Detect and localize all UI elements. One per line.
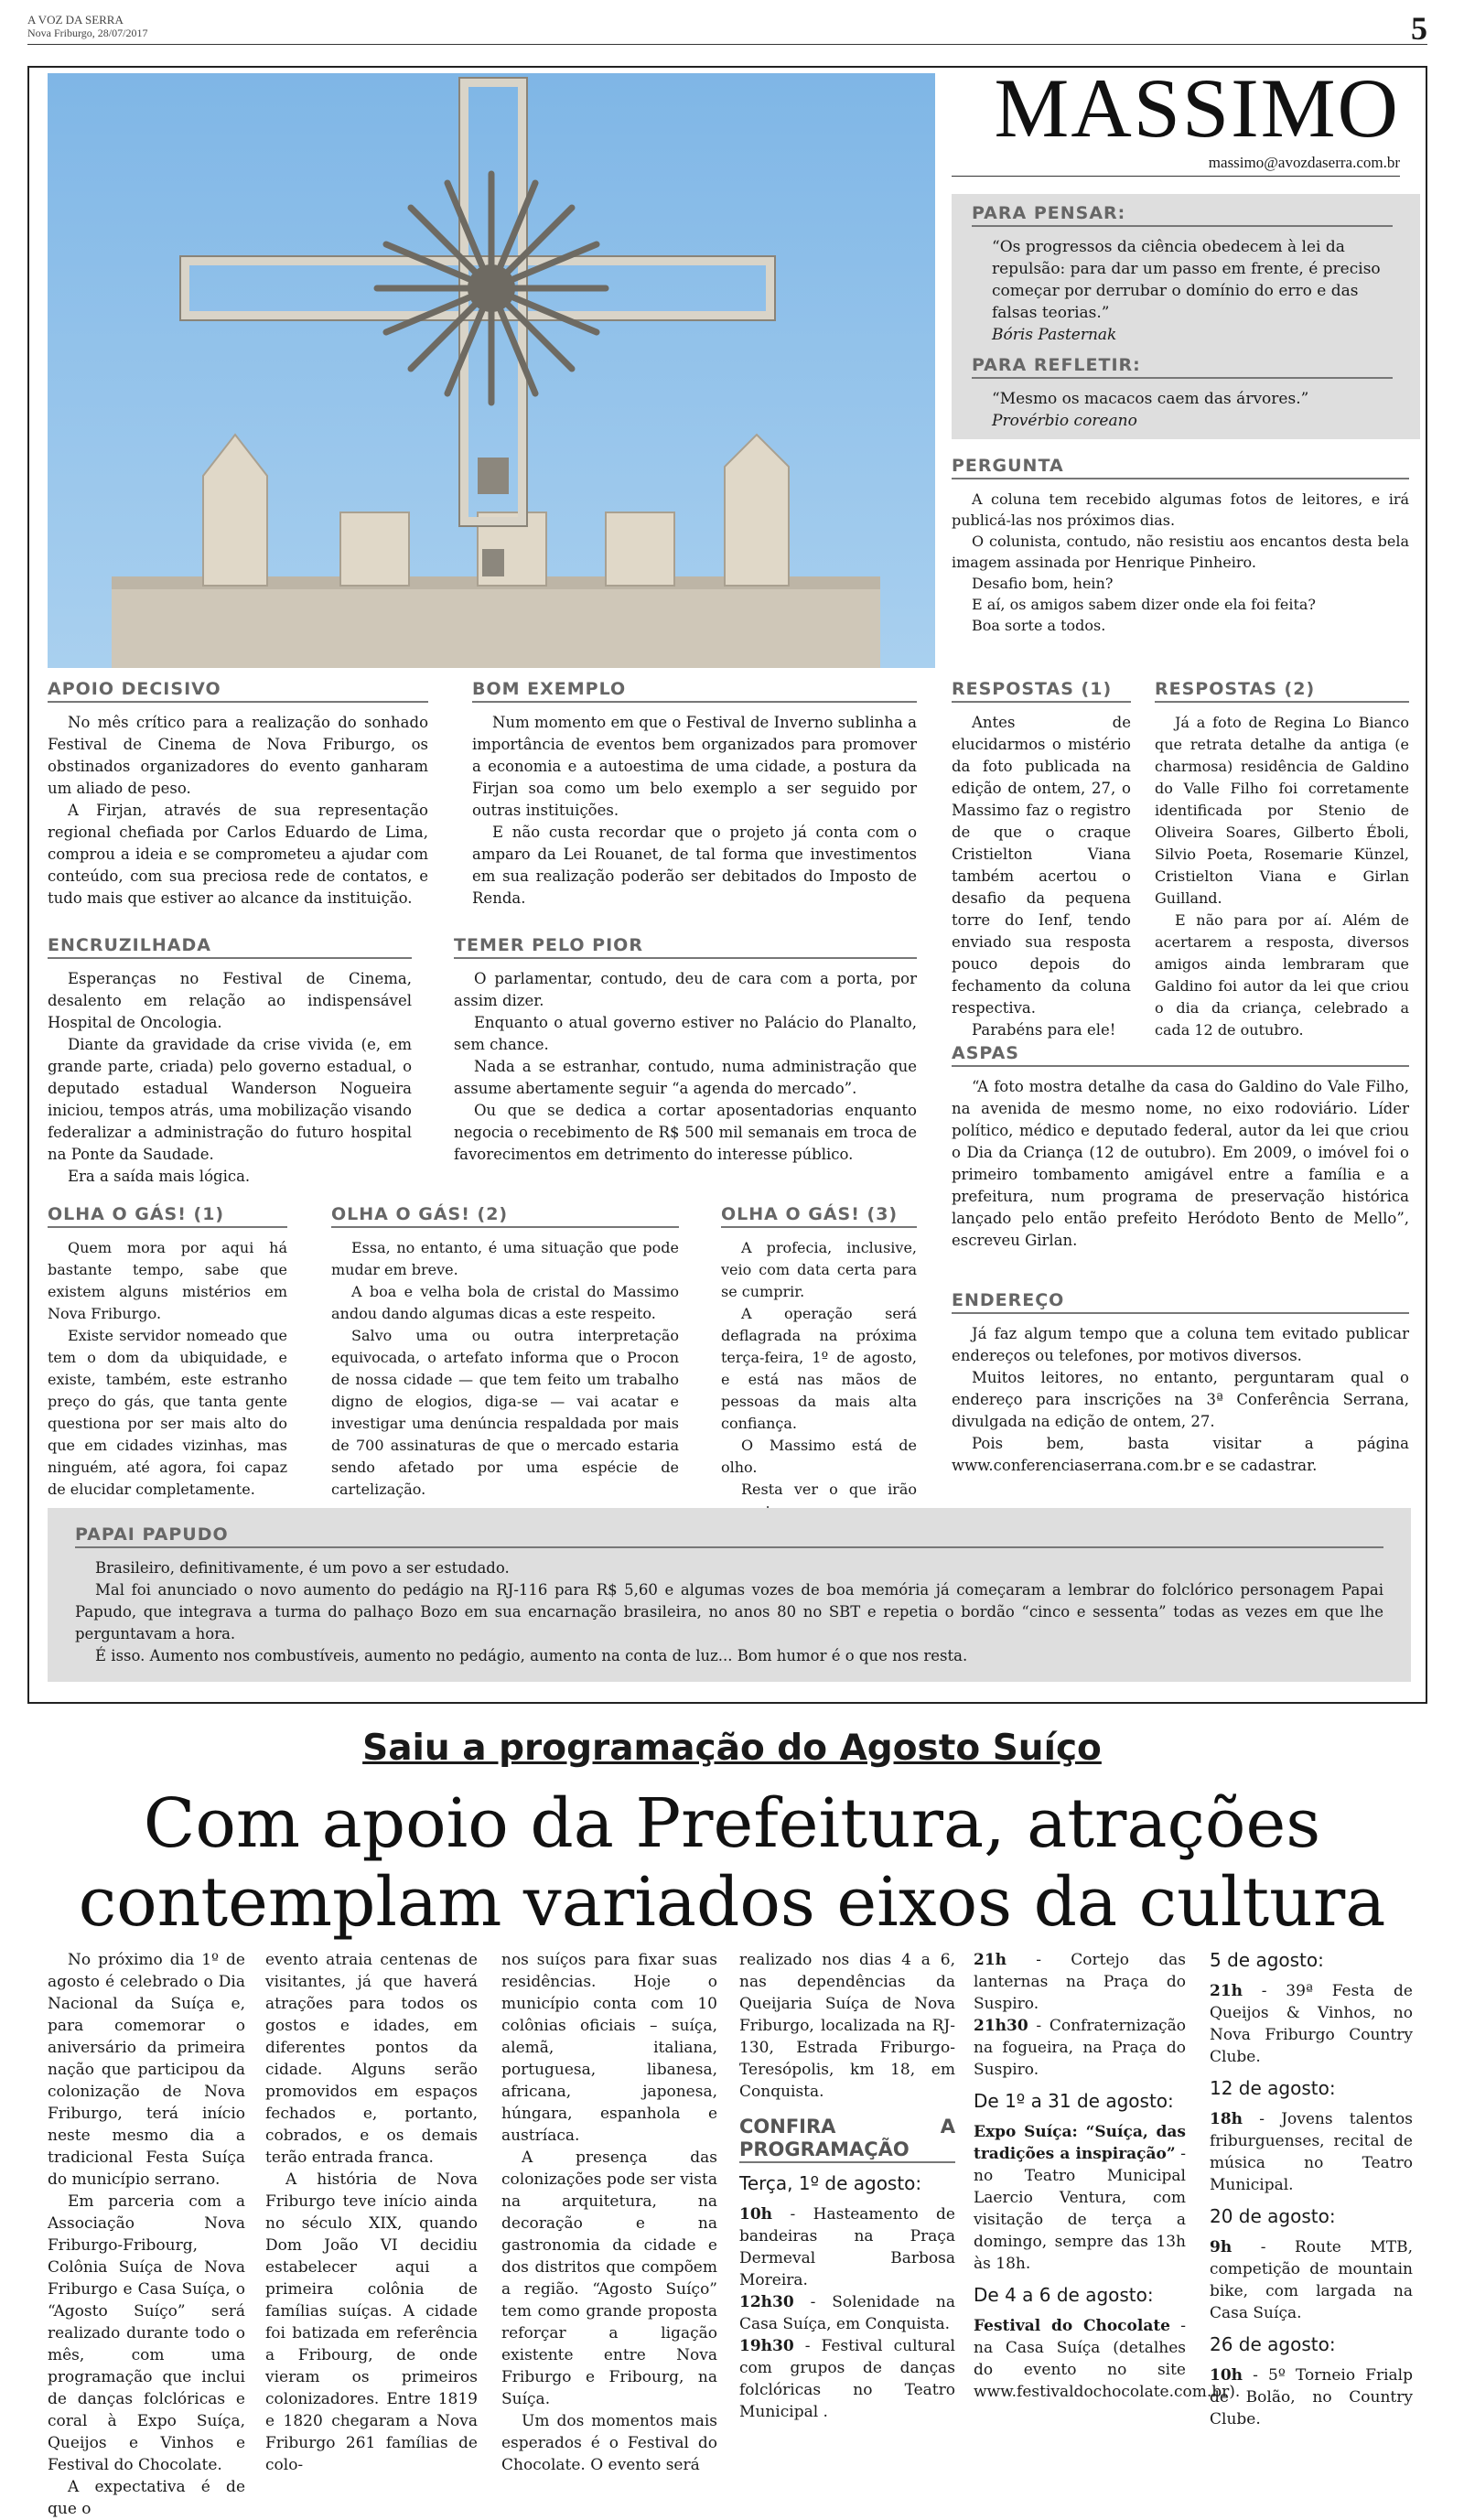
gas-3-paragraph: A operação será deflagrada na próxima terça-feira, 1º de agosto, e está nas mãos de pessoas da mais alta confiança. [721, 1305, 917, 1432]
apoio-paragraph: A Firjan, através de sua representação regional chefiada por Carlos Eduardo de Lima, comprou a ideia e se comprometeu a ajudar com conteúdo, com sua preciosa rede de contatos, e tudo mais que estiver ao alcance da instituição. [48, 802, 428, 907]
respostas-1-body [952, 712, 1131, 1041]
event-desc: - Confraternização na fogueira, na Praça do Suspiro. [974, 2017, 1186, 2079]
para-pensar-section [972, 203, 1393, 432]
event-desc: - Festival cultural com grupos de danças folclóricas no Teatro Municipal . [739, 2337, 955, 2421]
encruzilhada-title: ENCRUZILHADA [48, 935, 412, 959]
pergunta-paragraph: O colunista, contudo, não resistiu aos encantos desta bela imagem assinada por Henrique Pinheiro. [952, 533, 1409, 571]
temer-paragraph: Enquanto o atual governo estiver no Palácio do Planalto, sem chance. [454, 1014, 917, 1053]
article-paragraph: Um dos momentos mais esperados é o Festival do Chocolate. O evento será [501, 2412, 717, 2474]
respostas-2-section [1155, 679, 1409, 1041]
column-masthead [952, 62, 1400, 177]
header-rule [27, 44, 1427, 45]
gas-3-paragraph: Resta ver o que irão [741, 1481, 917, 1498]
headline-line-2: contemplam variados eixos da cultura [78, 1863, 1386, 1942]
event-time: 21h [974, 1951, 1007, 1969]
respostas-2-body [1155, 712, 1409, 1041]
respostas-1-paragraph: Antes de elucidarmos o mistério da foto publicada na edição de ontem, 27, o Massimo faz o registro de que o craque Cristielton Viana também acertou o desafio da pequena torre do Ienf, tendo enviado sua resposta pouco depois do fechamento da coluna respectiva. [952, 714, 1131, 1017]
article-column-3 [501, 1949, 717, 2476]
endereco-paragraph: Já faz algum tempo que a coluna tem evitado publicar endereços ou telefones, por motivos diversos. [952, 1325, 1409, 1364]
gas-2-section [331, 1204, 679, 1501]
gas-2-body [331, 1237, 679, 1501]
respostas-1-title: RESPOSTAS (1) [952, 679, 1131, 703]
event-time: 10h [1210, 2366, 1243, 2385]
encruzilhada-paragraph: Esperanças no Festival de Cinema, desalento em relação ao indispensável Hospital de Oncologia. [48, 970, 412, 1031]
encruzilhada-section [48, 935, 412, 1188]
gas-2-paragraph: Essa, no entanto, é uma situação que pode mudar em breve. [331, 1239, 679, 1278]
bom-exemplo-body [472, 712, 917, 910]
date-heading: 12 de agosto: [1210, 2077, 1336, 2099]
column-name: MASSIMO [994, 61, 1400, 155]
pergunta-title: PERGUNTA [952, 456, 1409, 479]
encruzilhada-body [48, 968, 412, 1188]
article-column-4 [739, 1949, 955, 2423]
gas-3-section [721, 1204, 917, 1523]
aspas-body [952, 1076, 1409, 1252]
event-item [1210, 1980, 1413, 2068]
article-paragraph: nos suíços para fixar suas residências. Hoje o município conta com 10 colônias oficiais – suíça, alemã, italiana, portuguesa, libanesa, africana, japonesa, húngara, espanhola e austríaca. [501, 1951, 717, 2145]
event-item [974, 2015, 1186, 2081]
event-item [1210, 2364, 1413, 2430]
aspas-title: ASPAS [952, 1043, 1409, 1067]
date-heading: Terça, 1º de agosto: [739, 2172, 922, 2194]
event-desc: - Cortejo das lanternas na Praça do Suspiro. [974, 1951, 1186, 2013]
event-time: 10h [739, 2205, 773, 2224]
gas-2-paragraph: Salvo uma ou outra interpretação equivocada, o artefato informa que o Procon de nossa cidade — que tem feito um trabalho digno de elogios, diga-se — vai acatar e investigar uma denúncia respaldada por mais de 700 assinaturas de que o mercado estaria sendo afetado por uma espécie de cartelização. [331, 1327, 679, 1498]
event-desc: - Hasteamento de bandeiras na Praça Dermeval Barbosa Moreira. [739, 2205, 955, 2289]
encruzilhada-paragraph: Era a saída mais lógica. [68, 1168, 251, 1185]
respostas-1-section [952, 679, 1131, 1041]
event-desc: - 39ª Festa de Queijos & Vinhos, no Nova Friburgo Country Clube. [1210, 1982, 1413, 2066]
endereco-section [952, 1290, 1409, 1477]
cross-tower-image [48, 73, 935, 668]
pergunta-paragraph: A coluna tem recebido algumas fotos de leitores, e irá publicá-las nos próximos dias. [952, 490, 1409, 529]
article-kicker: Saiu a programação do Agosto Suíço [362, 1728, 1102, 1769]
article-paragraph: A história de Nova Friburgo teve início ainda no século XIX, quando Dom João VI decidiu estabelecer aqui a primeira colônia de famílias suíças. A cidade foi batizada em referência a Fribourg, de onde vieram os primeiros colonizadores. Entre 1819 e 1820 chegaram a Nova Friburgo 261 famílias de colo- [265, 2170, 478, 2474]
gas-3-paragraph: A profecia, inclusive, veio com data certa para se cumprir. [721, 1239, 917, 1300]
event-item [739, 2335, 955, 2423]
papai-papudo-section [75, 1524, 1383, 1667]
confira-programacao-title: CONFIRA A PROGRAMAÇÃO [739, 2116, 955, 2163]
papai-paragraph: É isso. Aumento nos combustíveis, aumento no pedágio, aumento na conta de luz... Bom humor é o que nos resta. [95, 1647, 968, 1664]
article-column-2 [265, 1949, 478, 2476]
bom-exemplo-paragraph: Num momento em que o Festival de Inverno sublinha a importância de eventos bem organizados para promover a economia e a autoestima de uma cidade, a postura da Firjan soa como um belo exemplo a ser seguido por outras instituições. [472, 714, 917, 819]
event-item [1210, 2108, 1413, 2196]
endereco-title: ENDEREÇO [952, 1290, 1409, 1314]
respostas-1-paragraph: Parabéns para ele! [972, 1021, 1116, 1039]
para-refletir-title: PARA REFLETIR: [972, 355, 1393, 379]
event-time: 21h [1210, 1982, 1243, 2000]
temer-title: TEMER PELO PIOR [454, 935, 917, 959]
encruzilhada-paragraph: Diante da gravidade da crise vivida (e, em grande parte, criada) pelo governo estadual, o deputado estadual Wanderson Nogueira iniciou, tempos atrás, uma mobilização visando federalizar a administração do futuro hospital na Ponte da Saudade. [48, 1036, 412, 1163]
event-time: 9h [1210, 2238, 1233, 2256]
article-paragraph: realizado nos dias 4 a 6, nas dependências da Queijaria Suíça de Nova Friburgo, localizada na RJ-130, Estrada Friburgo-Teresópolis, km 18, em Conquista. [739, 1951, 955, 2101]
article-paragraph: A presença das colonizações pode ser vista na arquitetura, na decoração e na gastronomia da cidade e dos distritos que compõem a região. “Agosto Suíço” tem como grande proposta reforçar a ligação existente entre Nova Friburgo e Fribourg, na Suíça. [501, 2148, 717, 2408]
gas-3-paragraph: O Massimo está de olho. [721, 1437, 917, 1476]
pergunta-section [952, 456, 1409, 636]
temer-section [454, 935, 917, 1166]
aspas-paragraph: “A foto mostra detalhe da casa do Galdino do Vale Filho, na avenida de mesmo nome, no eixo rodoviário. Líder político, médico e deputado federal, autor da lei que criou o Dia da Criança (12 de outubro). Em 2009, o imóvel foi o primeiro tombamento amigável entre a família e a prefeitura, num programa de preservação histórica lançado pelo então prefeito Heródoto Bento de Mello”, escreveu Girlan. [952, 1078, 1409, 1249]
temer-paragraph: O parlamentar, contudo, deu de cara com a porta, por assim dizer. [454, 970, 917, 1009]
temer-paragraph: Ou que se dedica a cortar aposentadorias enquanto negocia o recebimento de R$ 500 mil semanais em troca de favorecimentos em detrimento do interesse público. [454, 1102, 917, 1163]
event-time: 12h30 [739, 2293, 794, 2311]
temer-paragraph: Nada a se estranhar, contudo, numa administração que assume abertamente seguir “a agenda do mercado”. [454, 1058, 917, 1097]
date-heading: De 4 a 6 de agosto: [974, 2284, 1154, 2306]
gas-1-body [48, 1237, 287, 1501]
event-desc: - Solenidade na Casa Suíça, em Conquista. [739, 2293, 955, 2333]
para-pensar-quote: “Os progressos da ciência obedecem à lei da repulsão: para dar um passo em frente, é preciso começar por derrubar o domínio do erro e das falsas teorias.” [992, 238, 1381, 322]
para-pensar-title: PARA PENSAR: [972, 203, 1393, 227]
event-item [974, 1949, 1186, 2015]
event-desc: - no Teatro Municipal Laercio Ventura, com visitação de terça a domingo, sempre das 13h às 18h. [974, 2145, 1186, 2273]
event-time: 19h30 [739, 2337, 794, 2355]
gas-1-paragraph: Existe servidor nomeado que tem o dom da ubiquidade, e existe, também, este estranho preço do gás, que tanta gente questiona por ser mais alto do que em cidades vizinhas, mas ninguém, até agora, foi capaz de elucidar completamente. [48, 1327, 287, 1498]
apoio-paragraph: No mês crítico para a realização do sonhado Festival de Cinema de Nova Friburgo, os obstinados organizadores do evento ganharam um aliado de peso. [48, 714, 428, 797]
pergunta-paragraph: Boa sorte a todos. [972, 617, 1106, 634]
pergunta-paragraph: E aí, os amigos sabem dizer onde ela foi feita? [972, 596, 1316, 613]
event-title: Expo Suíça: “Suíça, das tradições a inspiração” [974, 2123, 1186, 2163]
para-refletir-author: Provérbio coreano [992, 412, 1137, 430]
event-time: 18h [1210, 2110, 1243, 2128]
page-number: 5 [1411, 10, 1427, 47]
newspaper-name: A VOZ DA SERRA [27, 13, 124, 27]
para-pensar-body [972, 236, 1393, 346]
article-paragraph: evento atraia centenas de visitantes, já que haverá atrações para todos os gostos e idades, em diferentes pontos da cidade. Alguns serão promovidos em espaços fechados e, portanto, cobrados, e os demais terão entrada franca. [265, 1951, 478, 2167]
date-heading: 26 de agosto: [1210, 2333, 1336, 2355]
papai-papudo-body [75, 1557, 1383, 1667]
bom-exemplo-section [472, 679, 917, 910]
gas-2-title: OLHA O GÁS! (2) [331, 1204, 679, 1228]
gas-2-paragraph: A boa e velha bola de cristal do Massimo andou dando algumas dicas a este respeito. [331, 1283, 679, 1322]
article-headline [27, 1784, 1437, 1942]
pergunta-paragraph: Desafio bom, hein? [972, 575, 1114, 592]
article-paragraph: A expectativa é de que o [48, 2478, 245, 2518]
pergunta-body [952, 489, 1409, 636]
column-email[interactable]: massimo@avozdaserra.com.br [952, 154, 1400, 177]
papai-paragraph: Mal foi anunciado o novo aumento do pedágio na RJ-116 para R$ 5,60 e algumas vozes de boa memória já começaram a lembrar do folclórico personagem Papai Papudo, que integrava a turma do palhaço Bozo em sua encarnação brasileira, no anos 80 no SBT e repetia o bordão “cinco e sessenta” todas as vezes em que lhe perguntavam a hora. [75, 1581, 1383, 1642]
gas-3-title: OLHA O GÁS! (3) [721, 1204, 917, 1228]
apoio-title: APOIO DECISIVO [48, 679, 428, 703]
respostas-2-paragraph: E não para por aí. Além de acertarem a resposta, diversos amigos ainda lembraram que Galdino foi autor da lei que criou o dia da criança, celebrado a cada 12 de outubro. [1155, 911, 1409, 1039]
date-heading: 5 de agosto: [1210, 1949, 1324, 1971]
gas-1-title: OLHA O GÁS! (1) [48, 1204, 287, 1228]
newspaper-header [27, 13, 147, 40]
headline-line-1: Com apoio da Prefeitura, atrações [143, 1784, 1321, 1863]
article-paragraph: Em parceria com a Associação Nova Friburgo-Fribourg, Colônia Suíça de Nova Friburgo e Casa Suíça, o “Agosto Suíço” será realizado durante todo o mês, com uma programação que inclui de danças folclóricas e coral à Expo Suíça, Queijos e Vinhos e Festival do Chocolate. [48, 2192, 245, 2474]
endereco-paragraph: Pois bem, basta visitar a página www.conferenciaserrana.com.br e se cadastrar. [952, 1435, 1409, 1474]
para-pensar-author: Bóris Pasternak [992, 326, 1117, 344]
aspas-section [952, 1043, 1409, 1252]
respostas-2-paragraph: Já a foto de Regina Lo Bianco que retrata detalhe da antiga (e charmosa) residência de Galdino do Valle Filho foi corretamente identificada por Stenio de Oliveira Soares, Gilberto Éboli, Silvio Poeta, Rosemarie Künzel, Cristielton Viana e Girlan Guilland. [1155, 714, 1409, 907]
bom-exemplo-paragraph: E não custa recordar que o projeto já conta com o amparo da Lei Rouanet, de tal forma que investimentos em sua realização poderão ser debitados do Imposto de Renda. [472, 824, 917, 907]
cross-photo [48, 73, 935, 668]
endereco-body [952, 1323, 1409, 1477]
apoio-body [48, 712, 428, 910]
bom-exemplo-title: BOM EXEMPLO [472, 679, 917, 703]
endereco-paragraph: Muitos leitores, no entanto, perguntaram qual o endereço para inscrições na 3ª Conferência Serrana, divulgada na edição de ontem, 27. [952, 1369, 1409, 1430]
dateline: Nova Friburgo, 28/07/2017 [27, 27, 148, 39]
temer-body [454, 968, 917, 1166]
papai-paragraph: Brasileiro, definitivamente, é um povo a ser estudado. [95, 1559, 510, 1577]
article-paragraph: No próximo dia 1º de agosto é celebrado o Dia Nacional da Suíça e, para comemorar o aniversário da primeira nação que participou da colonização de Nova Friburgo, terá início neste mesmo dia a tradicional Festa Suíça do município serrano. [48, 1951, 245, 2189]
article-column-1 [48, 1949, 245, 2520]
event-item [1210, 2236, 1413, 2324]
respostas-2-title: RESPOSTAS (2) [1155, 679, 1409, 703]
event-desc: - Route MTB, competição de mountain bike, com largada na Casa Suíça. [1210, 2238, 1413, 2322]
event-desc: - Jovens talentos friburguenses, recital de música no Teatro Municipal. [1210, 2110, 1413, 2194]
gas-1-section [48, 1204, 287, 1501]
gas-1-paragraph: Quem mora por aqui há bastante tempo, sabe que existem alguns mistérios em Nova Friburgo. [48, 1239, 287, 1322]
papai-papudo-title: PAPAI PAPUDO [75, 1524, 1383, 1548]
para-refletir-body [972, 388, 1393, 432]
event-time: 21h30 [974, 2017, 1028, 2035]
event-item [739, 2291, 955, 2335]
para-refletir-quote: “Mesmo os macacos caem das árvores.” [992, 390, 1309, 408]
apoio-decisivo-section [48, 679, 428, 910]
event-item [974, 2121, 1186, 2275]
event-item [739, 2203, 955, 2291]
date-heading: 20 de agosto: [1210, 2205, 1336, 2227]
event-desc: - na Casa Suíça (detalhes do evento no site www.festivaldochocolate.com.br). [974, 2317, 1241, 2401]
gas-3-body [721, 1237, 917, 1523]
event-desc: - 5º Torneio Frialp de Bolão, no Country Clube. [1210, 2366, 1413, 2428]
event-title: Festival do Chocolate [974, 2317, 1170, 2335]
article-column-6 [1210, 1949, 1413, 2430]
date-heading: De 1º a 31 de agosto: [974, 2090, 1174, 2112]
